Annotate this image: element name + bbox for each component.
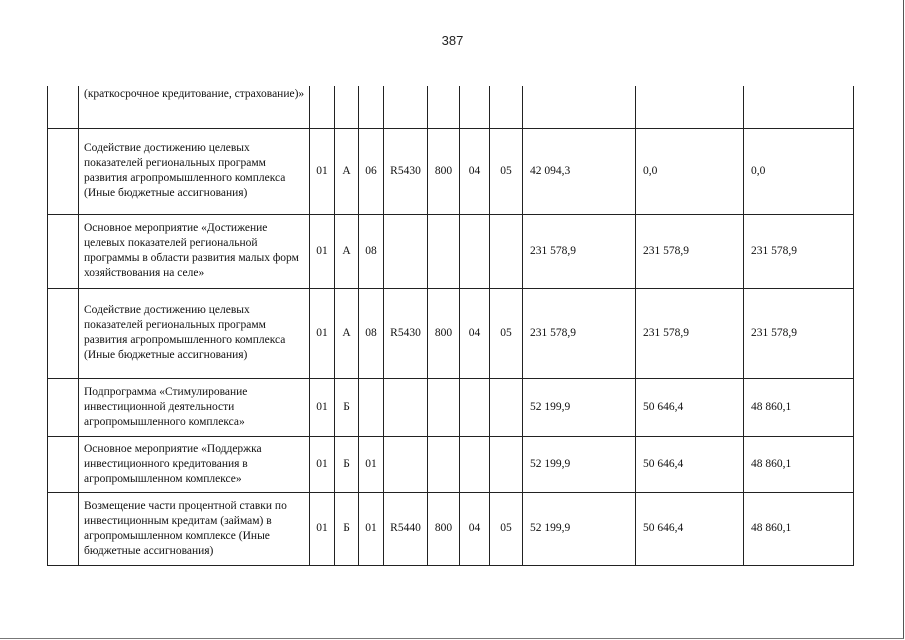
- amount-year-2: 50 646,4: [636, 492, 744, 565]
- section-code: [460, 86, 490, 128]
- amount-year-2: [636, 86, 744, 128]
- amount-year-2: 0,0: [636, 128, 744, 214]
- amount-year-2: 231 578,9: [636, 288, 744, 378]
- subsection-code: [490, 436, 523, 492]
- row-name: Подпрограмма «Стимулирование инвестиционной деятельности агропромышленного комплекса»: [79, 378, 310, 436]
- blank-cell: [48, 128, 79, 214]
- section-code: 04: [460, 128, 490, 214]
- expense-type-code: [428, 86, 460, 128]
- table-row: [48, 86, 854, 128]
- direction-code: [384, 436, 428, 492]
- direction-code: R5430: [384, 288, 428, 378]
- blank-cell: [48, 86, 79, 128]
- row-name: (краткосрочное кредитование, страхование)»: [79, 86, 310, 128]
- budget-table: [47, 86, 854, 566]
- amount-year-2: 50 646,4: [636, 436, 744, 492]
- row-name: Содействие достижению целевых показателей региональных программ развития агропромышленного комплекса (Иные бюджетные ассигнования): [79, 288, 310, 378]
- row-name: Содействие достижению целевых показателей региональных программ развития агропромышленного комплекса (Иные бюджетные ассигнования): [79, 128, 310, 214]
- program-code: 01: [310, 214, 335, 288]
- program-code: [310, 86, 335, 128]
- subsection-code: [490, 378, 523, 436]
- amount-year-3: [744, 86, 854, 128]
- table-row: [48, 288, 854, 378]
- subsection-code: 05: [490, 492, 523, 565]
- program-code: 01: [310, 436, 335, 492]
- table-row: [48, 214, 854, 288]
- subsection-code: 05: [490, 128, 523, 214]
- row-name: Основное мероприятие «Достижение целевых показателей региональной программы в области развития малых форм хозяйствования на селе»: [79, 214, 310, 288]
- amount-year-1: 231 578,9: [523, 288, 636, 378]
- section-code: [460, 436, 490, 492]
- amount-year-1: 52 199,9: [523, 492, 636, 565]
- direction-code: R5440: [384, 492, 428, 565]
- program-code: 01: [310, 378, 335, 436]
- amount-year-1: 231 578,9: [523, 214, 636, 288]
- table-row: [48, 492, 854, 565]
- expense-type-code: [428, 436, 460, 492]
- event-code: 01: [359, 492, 384, 565]
- expense-type-code: [428, 214, 460, 288]
- table-row: [48, 436, 854, 492]
- subprogram-code: Б: [335, 378, 359, 436]
- amount-year-2: 50 646,4: [636, 378, 744, 436]
- blank-cell: [48, 378, 79, 436]
- blank-cell: [48, 492, 79, 565]
- subprogram-code: Б: [335, 492, 359, 565]
- amount-year-1: 42 094,3: [523, 128, 636, 214]
- section-code: 04: [460, 492, 490, 565]
- amount-year-3: 48 860,1: [744, 436, 854, 492]
- blank-cell: [48, 214, 79, 288]
- amount-year-1: 52 199,9: [523, 378, 636, 436]
- expense-type-code: 800: [428, 492, 460, 565]
- subprogram-code: А: [335, 288, 359, 378]
- expense-type-code: [428, 378, 460, 436]
- page-number: 387: [441, 33, 464, 48]
- event-code: 06: [359, 128, 384, 214]
- direction-code: [384, 86, 428, 128]
- program-code: 01: [310, 288, 335, 378]
- direction-code: [384, 214, 428, 288]
- section-code: [460, 378, 490, 436]
- event-code: 08: [359, 288, 384, 378]
- amount-year-1: 52 199,9: [523, 436, 636, 492]
- program-code: 01: [310, 128, 335, 214]
- expense-type-code: 800: [428, 288, 460, 378]
- row-name: Возмещение части процентной ставки по инвестиционным кредитам (займам) в агропромышленном комплексе (Иные бюджетные ассигнования): [79, 492, 310, 565]
- table-row: [48, 128, 854, 214]
- amount-year-3: 231 578,9: [744, 288, 854, 378]
- subprogram-code: А: [335, 214, 359, 288]
- amount-year-2: 231 578,9: [636, 214, 744, 288]
- event-code: [359, 378, 384, 436]
- event-code: [359, 86, 384, 128]
- blank-cell: [48, 288, 79, 378]
- subprogram-code: [335, 86, 359, 128]
- expense-type-code: 800: [428, 128, 460, 214]
- blank-cell: [48, 436, 79, 492]
- subsection-code: [490, 214, 523, 288]
- event-code: 01: [359, 436, 384, 492]
- amount-year-3: 48 860,1: [744, 378, 854, 436]
- subsection-code: [490, 86, 523, 128]
- table-row: [48, 378, 854, 436]
- direction-code: [384, 378, 428, 436]
- subsection-code: 05: [490, 288, 523, 378]
- amount-year-3: 231 578,9: [744, 214, 854, 288]
- amount-year-3: 48 860,1: [744, 492, 854, 565]
- program-code: 01: [310, 492, 335, 565]
- amount-year-1: [523, 86, 636, 128]
- row-name: Основное мероприятие «Поддержка инвестиционного кредитования в агропромышленном комплексе»: [79, 436, 310, 492]
- subprogram-code: Б: [335, 436, 359, 492]
- event-code: 08: [359, 214, 384, 288]
- amount-year-3: 0,0: [744, 128, 854, 214]
- section-code: 04: [460, 288, 490, 378]
- section-code: [460, 214, 490, 288]
- direction-code: R5430: [384, 128, 428, 214]
- subprogram-code: А: [335, 128, 359, 214]
